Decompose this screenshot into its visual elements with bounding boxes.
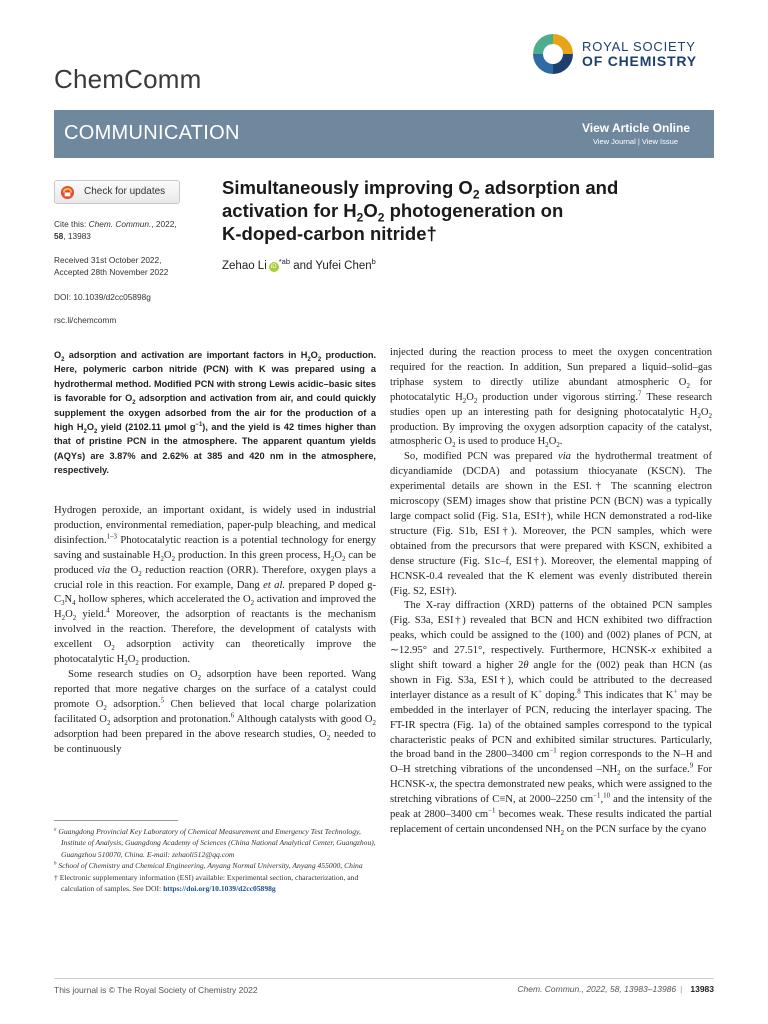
citation-info: Cite this: Chem. Commun., 2022, 58, 13983 — [54, 219, 177, 241]
footer-divider — [54, 978, 714, 979]
view-journal-issue-links[interactable]: View Journal | View Issue — [592, 137, 678, 146]
page-number: 13983 — [690, 984, 714, 994]
author-name: Yufei Chen — [315, 260, 372, 272]
doi[interactable]: DOI: 10.1039/d2cc05898g — [54, 292, 151, 302]
article-type: COMMUNICATION — [64, 122, 240, 144]
page-footer-citation: Chem. Commun., 2022, 58, 13983–13986 | 13983 — [517, 984, 714, 994]
copyright-notice: This journal is © The Royal Society of Chemistry 2022 — [54, 985, 258, 995]
article-type-banner — [54, 110, 714, 158]
received-accepted-dates: Received 31st October 2022, Accepted 28th November 2022 — [54, 255, 169, 277]
article-title: Simultaneously improving $O_2$ adsorption and activation for $H_2O_2$ photogeneration on K-doped-carbon nitride† — [222, 177, 619, 244]
check-for-updates-button[interactable] — [54, 180, 180, 204]
body-text-left: Hydrogen peroxide, an important oxidant, is widely used in industrial production, environmental remediation, paper-pulp bleaching, and medical disinfection.$^{1-3}$ Photocatalytic reaction is a potential technology for energy saving and sustainable $H_2O_2$ production. In this green process, $H_2O_2$ can be produced via the $O_2$ reduction reaction (ORR). Therefore, oxygen plays a crucial role in this reaction. For example, Dang et al. prepared P doped $g-C_3N_4$ hollow spheres, which accelerated the $O_2$ activation and improved the $H_2O_2$ yield.$^4$ Moreover, the adsorption of reactants is the mechanism involved in the reaction. Therefore, the development of catalysts with excellent $O_2$ adsorption activity can theoretically improve the photocatalytic $H_2O_2$ production. Some research studies on $O_2$ adsorption have been reported. Wang reported that more negative charges on the surface of a catalyst could promote $O_2$ adsorption.$^5$ Chen believed that local charge polarization facilitated $O_2$ adsorption and protonation.$^6$ Although catalysts with good $O_2$ adsorption had been prepared in the above research studies, $O_2$ needed to be continuously — [54, 505, 377, 755]
publisher-line2: OF CHEMISTRY — [582, 52, 697, 69]
author-list: Zehao Li $iD^{*ab}$ and Yufei Chen$^b$ — [222, 257, 376, 272]
publisher-line1: ROYAL SOCIETY — [582, 39, 696, 54]
footnotes: $^a$ Guangdong Provincial Key Laboratory of Chemical Measurement and Emergency Test Technology, Institute of Analysis, Guangdong Academy of Sciences (China National Analytical Center, Guangzhou), Guangzhou 510070, China. E-mail: zehaoli512@qq.com $^b$ School of Chemistry and Chemical Engineering, Anyang Normal University, Anyang 455000, China † Electronic supplementary information (ESI) available: Experimental section, characterization, and calculation of samples. See DOI: https://doi.org/10.1039/d2cc05898g — [54, 827, 376, 894]
rsc-emblem-icon — [530, 30, 576, 78]
esi-doi-link[interactable]: https://doi.org/10.1039/d2cc05898g — [163, 884, 276, 894]
orcid-icon[interactable]: iD — [269, 262, 279, 272]
check-updates-label: Check for updates — [84, 186, 166, 197]
view-article-online-link[interactable]: View Article Online — [581, 121, 690, 135]
rsc-logo[interactable] — [530, 30, 720, 80]
check-updates-icon — [60, 185, 75, 200]
journal-url[interactable]: rsc.li/chemcomm — [54, 315, 117, 325]
footnote-divider — [54, 820, 178, 821]
body-text-right: injected during the reaction process to meet the oxygen concentration required for the reaction. In addition, Sun prepared a liquid–solid–gas triphase system to directly utilize abundant atmospheric $O_2$ for photocatalytic $H_2O_2$ production under vigorous stirring.$^7$ These research studies open up an interesting path for designing photocatalytic $H_2O_2$ production. By improving the oxygen adsorption capacity of the catalyst, atmospheric $O_2$ is used to produce $H_2O_2$. So, modified PCN was prepared via the hydrothermal treatment of dicyandiamide (DCDA) and potassium thiocyanate (KSCN). The experimental details are shown in the ESI.† The scanning electron microscopy (SEM) images show that pristine PCN (BCN) was a typically large compact solid (Fig. S1a, ESI†), while HCN demonstrated a rod-like structure (Fig. S1b, ESI†). Moreover, the PCN samples, which were obtained from the precursors that were prepared with KSCN, exhibited a dense structure (Fig. S1c–f, ESI†). Moreover, the elemental mapping of HCNSK-0.4 revealed that the K element was evenly distributed therein (Fig. S2, ESI†). The X-ray diffraction (XRD) patterns of the obtained PCN samples (Fig. S3a, ESI†) revealed that BCN and HCN exhibited two diffraction peaks, which could be assigned to the (100) and (002) planes of PCN, at ∼12.95° and 27.51°, respectively. Furthermore, HCNSK-x exhibited a slight shift toward a higher 2θ angle for the (002) peak than HCN (as shown in Fig. S3a, ESI†), which could be attributed to the decreased interlayer distance as a result of K+ doping.$^8$ This indicates that K+ may be embedded in the interlayer of PCN, reducing the interlayer spacing. The FT-IR spectra (Fig. 1a) of the obtained samples correspond to the typical characteristic peaks of PCN and exhibited similar structures. Particularly, the broad band in the 2800–3400 $cm^{-1}$ region corresponds to the N–H and O–H stretching vibrations of the uncondensed $-NH_2$ on the surface.$^9$ For HCNSK-x, the spectra demonstrated new peaks, which were assigned to the stretching vibrations of C≡N, at 2000–2250 $cm^{-1},^{10}$ and the intensity of the peak at 2800–3400 $cm^{-1}$ becomes weak. These results indicated the partial replacement of certain uncondensed $NH_2$ on the PCN surface by the cyano — [390, 347, 713, 838]
author-name: Zehao Li — [222, 260, 267, 272]
journal-name: ChemComm — [54, 64, 202, 94]
abstract: $O_2$ adsorption and activation are important factors in $H_2O_2$ production. Here, polymeric carbon nitride (PCN) with K was prepared using a hydrothermal method. Modified PCN with strong Lewis acidic–basic sites is favorable for $O_2$ adsorption and activation from air, and could quickly supplement the oxygen adsorbed from the air for the production of a high $H_2O_2$ yield (2102.11 μmol $g^{-1}$), and the yield is 42 times higher than that of pristine PCN in the atmosphere. The apparent quantum yields (AQYs) are 3.87% and 2.62% at 385 and 420 nm in the atmosphere, respectively. — [54, 350, 377, 476]
